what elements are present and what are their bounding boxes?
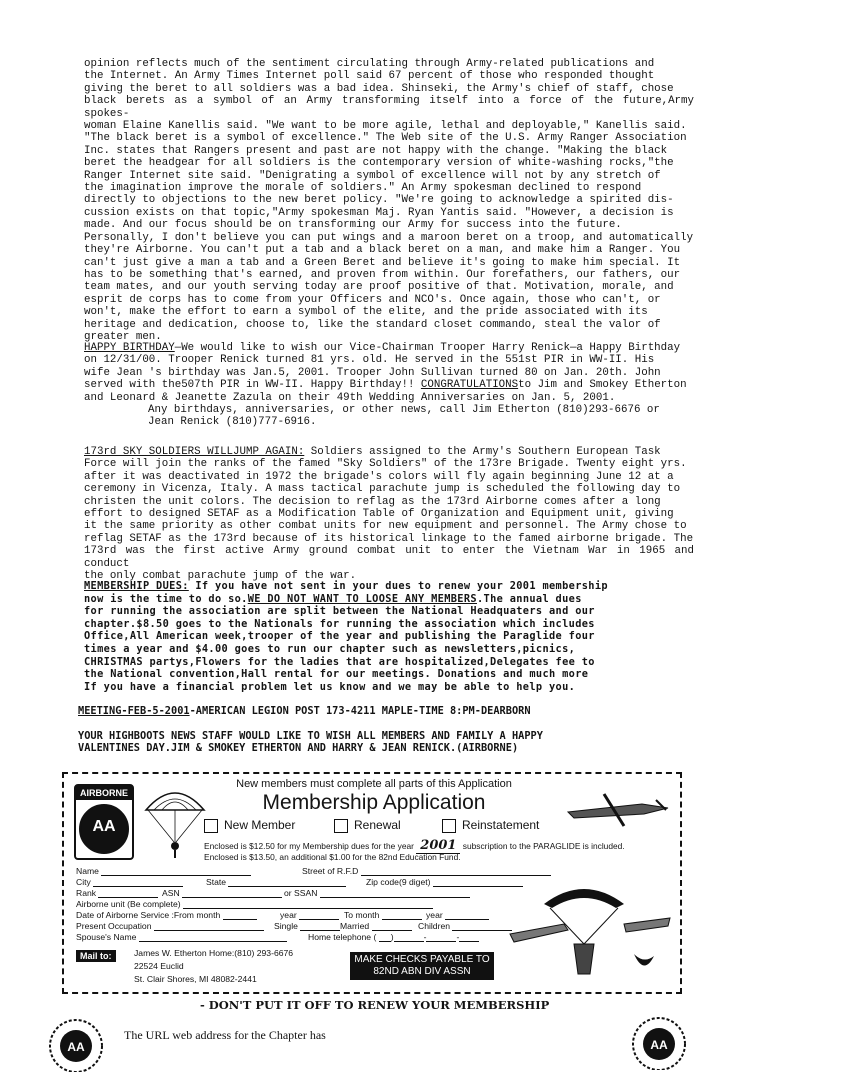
name-field[interactable]: Name [76,866,251,876]
service-to-month-field[interactable]: To month [344,910,422,920]
asn-field[interactable]: ASN [162,888,282,898]
renew-reminder: - DON'T PUT IT OFF TO RENEW YOUR MEMBERSHIP [200,998,550,1012]
sky-soldiers-line: reflag SETAF as the 173rd because of its historical linkage to the famed airborne brigade. The [84,532,694,545]
mail-address-line-1: James W. Etherton Home:(810) 293-6676 [134,948,294,958]
article-line: can't just give a man a tab and a Green Beret and believe it's going to make him special. It [84,256,681,269]
reinstatement-checkbox[interactable] [442,819,456,833]
article-line: esprit de corps has to come from your Officers and NCO's. Once again, those who can't, or [84,293,661,306]
article-body [84,58,694,343]
new-member-checkbox[interactable] [204,819,218,833]
street-field[interactable]: Street of R.F.D [302,866,551,876]
option-new-member[interactable]: New Member [204,818,295,833]
article-line: heritage and dedication, choose to, like the standard closet commando, steal the valor of [84,318,661,331]
meeting-line: MEETING-FEB-5-2001-AMERICAN LEGION POST 173-4211 MAPLE-TIME 8:PM-DEARBORN [78,705,531,717]
article-line: Personally, I don't believe you can put wings and a maroon beret on a troop, and automatically [84,231,694,244]
dues-line: times a year and $4.00 goes to run our chapter such as newsletters,picnics, [84,642,576,655]
url-note: The URL web address for the Chapter has [124,1028,326,1042]
valentines-greeting: YOUR HIGHBOOTS NEWS STAFF WOULD LIKE TO WISH ALL MEMBERS AND FAMILY A HAPPY VALENTINES DAY.JIM & SMOKEY ETHERTON AND HARRY & JEAN RENICK.(AIRBORNE) [78,730,543,755]
sky-soldiers-line: Force will join the ranks of the famed "Sky Soldiers" of the 173re Brigade. Twenty eight yrs. [84,458,687,471]
ssan-field[interactable]: or SSAN [284,888,470,898]
occupation-field[interactable]: Present Occupation [76,921,264,931]
city-field[interactable]: City [76,877,183,887]
sky-soldiers-line: christen the unit colors. The decision to reflag as the 173rd Airborne comes after a long [84,495,661,508]
mail-to-label: Mail to: [76,950,116,962]
article-line: directly to objections to the new beret policy. "We're going to acknowledge a spirited dis- [84,194,674,207]
dues-emphasis: WE DO NOT WANT TO LOOSE ANY MEMBERS [247,592,477,605]
dues-line: CHRISTMAS partys,Flowers for the ladies that are hospitalized,Delegates fee to [84,655,595,668]
airborne-unit-field[interactable]: Airborne unit (Be complete) [76,899,433,909]
article-line: has to be something that's earned, and proven from within. Our forefathers, our fathers, our [84,268,681,281]
zip-field[interactable]: Zip code(9 diget) [366,877,523,887]
article-line: won't, make the effort to earn a symbol of the elite, and the pride associated with its [84,306,648,319]
option-renewal[interactable]: Renewal [334,818,401,833]
right-seal-letters: AA [650,1038,668,1052]
paratroopers-illustration [504,864,674,984]
form-notice: New members must complete all parts of this Application [236,778,512,790]
mail-address-line-2: 22524 Euclid [134,961,184,971]
glider-icon [564,786,674,836]
rank-field[interactable]: Rank [76,888,158,898]
article-line: "The black beret is a symbol of excellence." The Web site of the U.S. Army Ranger Association [84,132,687,145]
parachute-icon [140,780,210,860]
article-line: team mates, and our youth serving today are proof positive of that. Motivation, morale, and [84,281,674,294]
article-line: opinion reflects much of the sentiment circulating through Army-related publications and [84,58,655,70]
children-field[interactable]: Children [418,921,512,931]
airborne-insignia: AIRBORNE AA [74,784,134,860]
single-field[interactable]: Single [274,921,340,931]
service-from-year-field[interactable]: year [280,910,339,920]
article-line: greater men. [84,330,162,343]
birthday-heading: HAPPY BIRTHDAY [84,342,175,354]
service-from-month-field[interactable]: Date of Airborne Service :From month [76,910,257,920]
home-telephone-field[interactable]: Home telephone ( ) - - [308,932,479,942]
year-entry[interactable]: 2001 [416,838,460,854]
enclosed-line-2: Enclosed is $13.50, an additional $1.00 for the 82nd Education Fund. [204,852,461,862]
article-line: black berets as a symbol of an Army transforming itself into a force of the future,Army spokes- [84,95,694,120]
sky-soldiers-line: 173rd was the first active Army ground combat unit to enter the Vietnam War in 1965 and conduct [84,545,694,570]
article-line: Inc. states that Rangers present and past are not happy with the change. "Making the black [84,144,668,157]
meeting-date: MEETING-FEB-5-2001 [78,705,190,717]
article-line: beret the headgear for all soldiers is the contemporary version of white-washing rocks,"the [84,157,674,170]
article-line: the Internet. An Army Times Internet poll said 67 percent of those who responded thought [84,70,655,83]
sky-soldiers-section: 173rd SKY SOLDIERS WILLJUMP AGAIN: Soldiers assigned to the Army's Southern European Task Force will join the ranks of the famed "Sky Soldiers" of the 173re Brigade. Twenty eight yrs. after it was deactivated in 1972 the brigade's colors will fly again beginning June 12 at a ceremony in Vicenza, Italy. A mass tactical parachute jump is scheduled the following day to christen the unit colors. The decision to reflag as the 173rd Airborne comes after a long effort to designed SETAF as a Modification Table of Organization and Equipment unit, giving it the same priority as other combat units for new equipment and personnel. The Army chose to reflag SETAF as the 173rd because of its historical linkage to the famed airborne brigade. The 173rd was the first active Army ground combat unit to enter the Vietnam War in 1965 and conduct the only combat parachute jump of the war. [84,446,694,583]
renewal-checkbox[interactable] [334,819,348,833]
dues-line: for running the association are split between the National Headquaters and our [84,605,595,618]
option-reinstatement[interactable]: Reinstatement [442,818,539,833]
mail-address-line-3: St. Clair Shores, MI 48082-2441 [134,974,257,984]
state-field[interactable]: State [206,877,346,887]
article-line: the imagination improve the morale of soldiers." An Army spokesman declined to respond [84,182,642,195]
left-seal-icon [46,1012,106,1072]
enclosed-line-1: Enclosed is $12.50 for my Membership dues for the year 2001 subscription to the PARAGLIDE is included. [204,838,625,853]
article-line: Ranger Internet site said. "Denigrating a symbol of excellence will not by any stretch of [84,169,661,182]
congratulations-text: CONGRATULATIONS [420,379,519,392]
left-seal-letters: AA [67,1040,85,1054]
membership-dues-section: MEMBERSHIP DUES: If you have not sent in your dues to renew your 2001 membership now is the time to do so.WE DO NOT WANT TO LOOSE ANY MEMBERS.The annual dues for running the association are split between the National Headquaters and our chapter.$8.50 goes to the Nationals for running the association which includes Office,All American week,trooper of the year and publishing the Paraglide four times a year and $4.00 goes to run our chapter such as newsletters,picnics, CHRISTMAS partys,Flowers for the ladies that are hospitalized,Delegates fee to the National convention,Hall rental for our meetings. Donations and much more If you have a financial problem let us know and we may be able to help you. [84,580,696,693]
married-field[interactable]: Married [340,921,412,931]
dues-line: If you have a financial problem let us know and we may be able to help you. [84,680,576,693]
article-line: giving the beret to all soldiers was a bad idea. Shinseki, the Army's chief of staff, chose [84,82,674,95]
checks-payable-box: MAKE CHECKS PAYABLE TO 82ND ABN DIV ASSN [350,952,494,980]
dues-line: Office,All American week,trooper of the year and publishing the Paraglide four [84,630,595,643]
membership-application-form [62,772,682,994]
service-to-year-field[interactable]: year [426,910,489,920]
article-line: woman Elaine Kanellis said. "We want to be more agile, lethal and deployable," Kanellis said. [84,120,687,133]
form-title: Membership Application [262,791,486,814]
dues-line: the National convention,Hall rental for our meetings. Donations and much more [84,668,589,681]
dues-heading: MEMBERSHIP DUES: [84,580,189,592]
sky-soldiers-line: the only combat parachute jump of the war. [84,570,357,583]
article-line: cussion exists on that topic,"Army spokesman Maj. Ryan Yantis said. "However, a decision is [84,206,674,219]
article-line: they're Airborne. You can't put a tab and a black beret on a man, and make him a Ranger. You [84,244,681,257]
spouse-name-field[interactable]: Spouse's Name [76,932,287,942]
dues-line: chapter.$8.50 goes to the Nationals for running the association which includes [84,617,595,630]
article-line: made. And our focus should be on transforming our Army for success into the future. [84,219,622,232]
sky-soldiers-heading: 173rd SKY SOLDIERS WILLJUMP AGAIN: [84,446,305,458]
right-seal-icon [628,1008,690,1070]
sky-soldiers-line: ceremony in Vicenza, Italy. A mass tactical parachute jump is scheduled the following day to [84,483,681,496]
sky-soldiers-line: it the same priority as other combat units for new equipment and personnel. The Army chose to [84,520,687,533]
sky-soldiers-line: after it was deactivated in 1972 the brigade's colors will fly again beginning June 12 at a [84,470,674,483]
sky-soldiers-line: effort to designed SETAF as a Modification Table of Organization and Equipment unit, giving [84,508,674,521]
birthday-section: HAPPY BIRTHDAY—We would like to wish our Vice-Chairman Trooper Harry Renick—a Happy Birthday on 12/31/00. Trooper Renick turned 81 yrs. old. He served in the 551st PIR in WW-II. His wife Jean 's birthday was Jan.5, 2001. Trooper John Sullivan turned 80 on Jan. 20th. John served with the507th PIR in WW-II. Happy Birthday!! CONGRATULATIONSto Jim and Smokey Etherton and Leonard & Jeanette Zazula on their 49th Wedding Anniversaries on Jan. 5, 2001. Any birthdays, anniversaries, or other news, call Jim Etherton (810)293-6676 or Jean Renick (810)777-6916. [84,342,687,429]
